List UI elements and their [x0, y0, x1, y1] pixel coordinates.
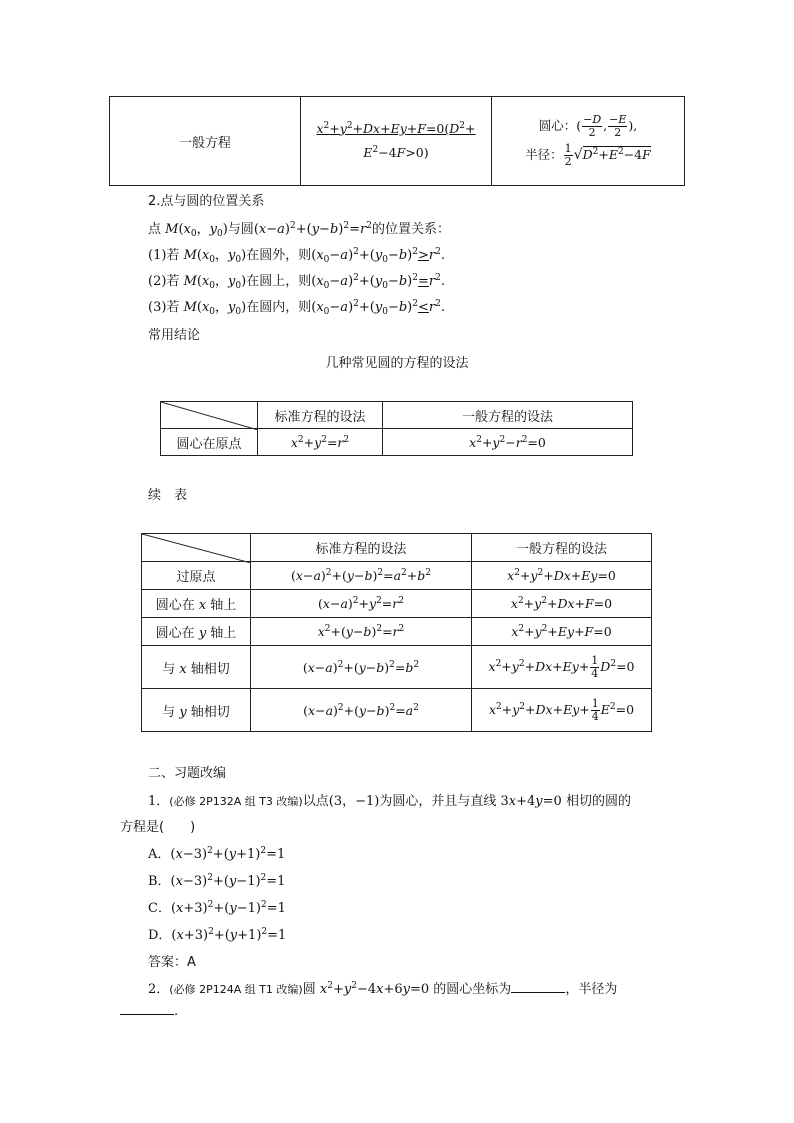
- continued-label: 续 表: [148, 488, 188, 503]
- center-radius-cell: 圆心：( $\frac{-D}{2}$ , $\frac{-E}{2}$ ), 半径： $\frac{1}{2}$ $√D^2+E^2-4F$: [492, 97, 685, 186]
- table-title: 几种常见圆的方程的设法: [325, 356, 469, 371]
- relation-case-1: (1)若 $M(x_0$，$y_0$)在圆外，则$(x_0-a)^2+(y_0-b)^2>r^2$.: [148, 247, 445, 265]
- question-2-stem: 2．(必修 2P124A 组 T1 改编)圆 $x^2+y^2-4x+6y=0$ 的圆心坐标为 ，半径为: [148, 981, 618, 997]
- general-form: $x^2+y^2+Dx+Ey+$ $\frac{1}{4}$ $E^2=0$: [472, 689, 652, 732]
- general-equation-formula: $x^2+y^2+Dx+Ey+F=0(D^2+$ $E^2-4F>0$): [301, 97, 492, 186]
- col-header-general: 一般方程的设法: [383, 402, 633, 429]
- relation-case-3: (3)若 $M(x_0$，$y_0$)在圆内，则$(x_0-a)^2+(y_0-b)^2<r^2$.: [148, 299, 445, 317]
- question-1-stem-cont: 方程是( ): [120, 820, 196, 835]
- answer-blank-radius[interactable]: [120, 1014, 174, 1015]
- standard-form: $x^2+(y-b)^2=r^2$: [251, 618, 472, 646]
- col-header-standard: 标准方程的设法: [258, 402, 383, 429]
- table-corner: [161, 402, 258, 429]
- relation-intro: 点 $M(x_0$，$y_0$)与圆$(x-a)^2+(y-b)^2=r^2$的位置关系：: [148, 221, 450, 239]
- answer: 答案：A: [148, 955, 196, 970]
- question-source: (必修 2P132A 组 T3 改编): [169, 795, 303, 808]
- option-b[interactable]: B．$(x-3)^2+(y-1)^2=1$: [148, 873, 286, 889]
- option-c[interactable]: C．$(x+3)^2+(y-1)^2=1$: [148, 900, 286, 916]
- radius-label: 半径：: [525, 147, 563, 162]
- col-header-standard: 标准方程的设法: [251, 534, 472, 562]
- standard-form: $(x-a)^2+y^2=r^2$: [251, 590, 472, 618]
- part-heading: 二、习题改编: [148, 766, 227, 781]
- row-label: 与 x 轴相切: [142, 646, 251, 689]
- general-form: $x^2+y^2+Dx+Ey+$ $\frac{1}{4}$ $D^2=0$: [472, 646, 652, 689]
- option-d[interactable]: D．$(x+3)^2+(y+1)^2=1$: [148, 927, 287, 943]
- standard-form: $(x-a)^2+(y-b)^2=a^2$: [251, 689, 472, 732]
- general-form: $x^2+y^2+Dx+Ey=0$: [472, 562, 652, 590]
- common-circle-table-continued: [141, 533, 652, 732]
- center-label: 圆心：: [538, 118, 577, 133]
- question-1-stem: 1．(必修 2P132A 组 T3 改编)以点(3，−1)为圆心，并且与直线 3x+4y=0 相切的圆的: [148, 794, 631, 809]
- conclusion-label: 常用结论: [148, 328, 201, 343]
- table-corner: [142, 534, 251, 562]
- standard-form: $x^2+y^2=r^2$: [258, 429, 383, 456]
- relation-case-2: (2)若 $M(x_0$，$y_0$)在圆上，则$(x_0-a)^2+(y_0-b)^2=r^2$.: [148, 273, 445, 291]
- general-equation-table: [109, 96, 685, 186]
- row-label: 圆心在 y 轴上: [142, 618, 251, 646]
- col-header-general: 一般方程的设法: [472, 534, 652, 562]
- standard-form: $(x-a)^2+(y-b)^2=a^2+b^2$: [251, 562, 472, 590]
- standard-form: $(x-a)^2+(y-b)^2=b^2$: [251, 646, 472, 689]
- general-equation-label: 一般方程: [110, 97, 301, 186]
- general-form: $x^2+y^2+Dx+F=0$: [472, 590, 652, 618]
- diagonal-line: [161, 402, 258, 430]
- section-heading: 2.点与圆的位置关系: [148, 194, 265, 209]
- general-form: $x^2+y^2-r^2=0$: [383, 429, 633, 456]
- row-label: 圆心在 x 轴上: [142, 590, 251, 618]
- row-label: 过原点: [142, 562, 251, 590]
- diagonal-line: [142, 534, 251, 563]
- row-label: 与 y 轴相切: [142, 689, 251, 732]
- question-2-cont: .: [120, 1004, 178, 1019]
- common-circle-table: [160, 401, 633, 456]
- question-source: (必修 2P124A 组 T1 改编): [169, 983, 303, 996]
- row-label: 圆心在原点: [161, 429, 258, 456]
- general-form: $x^2+y^2+Ey+F=0$: [472, 618, 652, 646]
- answer-blank-center[interactable]: [511, 992, 565, 993]
- option-a[interactable]: A．$(x-3)^2+(y+1)^2=1$: [148, 846, 286, 862]
